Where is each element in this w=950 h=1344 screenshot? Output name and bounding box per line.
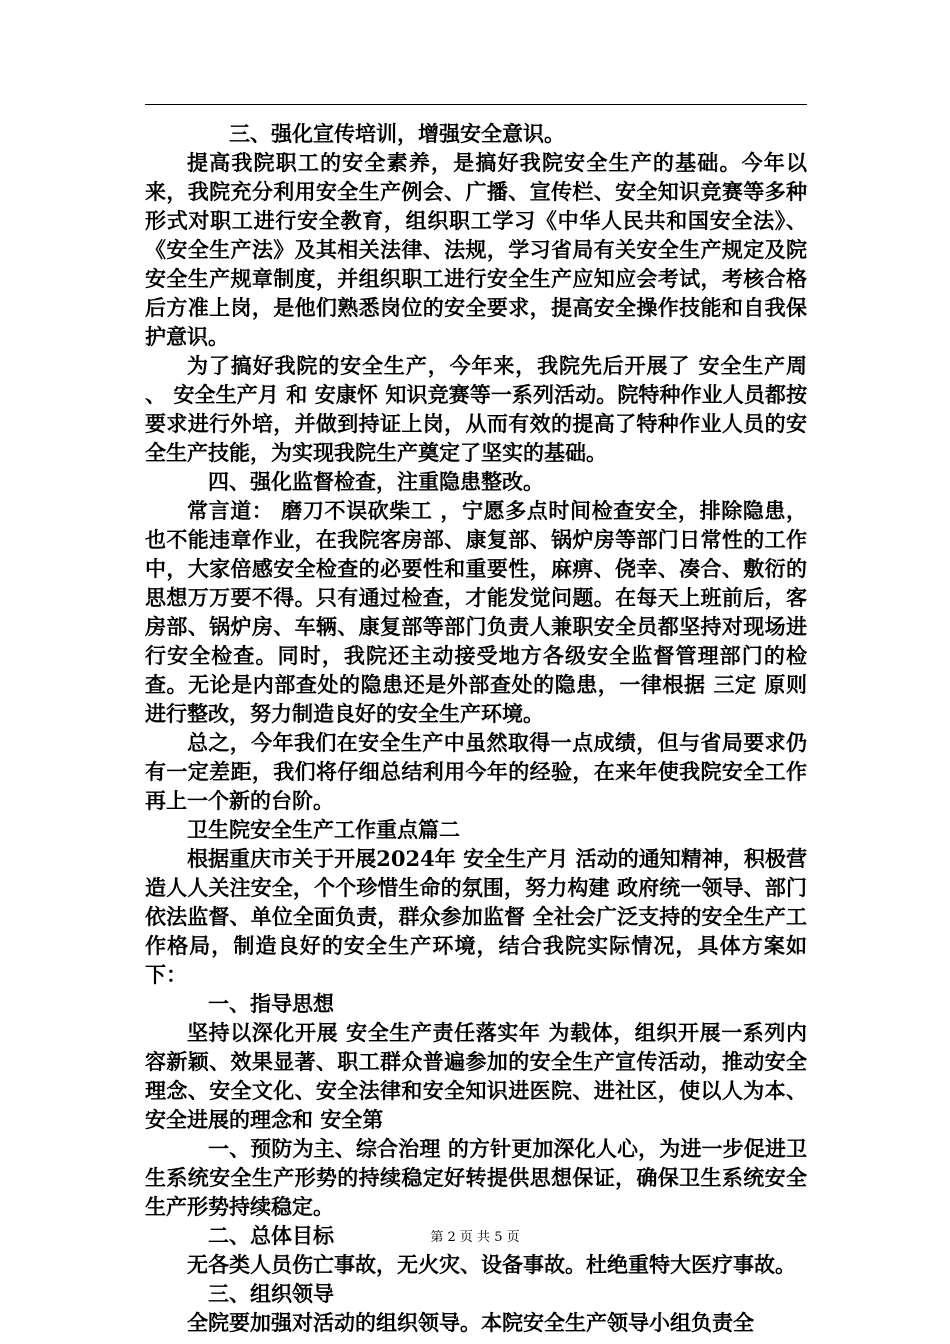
section-heading-guiding: 一、指导思想 — [208, 991, 334, 1016]
article-title: 卫生院安全生产工作重点篇二 — [187, 817, 460, 842]
paragraph: 提高我院职工的安全素养，是搞好我院安全生产的基础。今年以来，我院充分利用安全生产例会、广播、宣传栏、安全知识竞赛等多种形式对职工进行安全教育，组织职工学习《中华人民共和国安全法》、《安全生产法》及其相关法律、法规，学习省局有关安全生产规定及院安全生产规章制度，并组织职工进行安全生产应知应会考试，考核合格后方准上岗，是他们熟悉岗位的安全要求，提高安全操作技能和自我保护意识。 — [145, 150, 807, 349]
section-heading-goal: 二、总体目标 — [208, 1223, 334, 1248]
paragraph: 常言道： 磨刀不误砍柴工 ，宁愿多点时间检查安全，排除隐患，也不能违章作业，在我院客房部、康复部、锅炉房等部门日常性的工作中，大家倍感安全检查的必要性和重要性，麻痹、侥幸、凑合、敷衍的思想万万要不得。只有通过检查，才能发觉问题。在每天上班前后，客房部、锅炉房、车辆、康复部等部门负责人兼职安全员都坚持对现场进行安全检查。同时，我院还主动接受地方各级安全监督管理部门的检查。无论是内部查处的隐患还是外部查处的隐患，一律根据 三定 原则进行整改，努力制造良好的安全生产环境。 — [145, 498, 807, 726]
header-rule — [145, 104, 807, 105]
paragraph: 一、预防为主、综合治理 的方针更加深化人心，为进一步促进卫生系统安全生产形势的持续稳定好转提供思想保证，确保卫生系统安全生产形势持续稳定。 — [145, 1136, 807, 1219]
paragraph: 总之，今年我们在安全生产中虽然取得一点成绩，但与省局要求仍有一定差距，我们将仔细总结利用今年的经验，在来年使我院安全工作再上一个新的台阶。 — [145, 730, 807, 813]
page-number-footer: 第 2 页 共 5 页 — [430, 1230, 520, 1245]
paragraph: 为了搞好我院的安全生产，今年来，我院先后开展了 安全生产周 、 安全生产月 和 安康怀 知识竞赛等一系列活动。院特种作业人员都按要求进行外培，并做到持证上岗，从而有效的提高了特种作业人员的安全生产技能，为实现我院生产奠定了坚实的基础。 — [145, 353, 807, 465]
document-body — [145, 119, 807, 1337]
section-heading-3: 三、强化宣传培训，增强安全意识。 — [229, 121, 565, 146]
paragraph: 全院要加强对活动的组织领导。本院安全生产领导小组负责全 — [187, 1310, 754, 1335]
paragraph: 无各类人员伤亡事故，无火灾、设备事故。杜绝重特大医疗事故。 — [187, 1252, 796, 1277]
section-heading-4: 四、强化监督检查，注重隐患整改。 — [208, 469, 544, 494]
section-heading-organization: 三、组织领导 — [208, 1281, 334, 1306]
paragraph: 坚持以深化开展 安全生产责任落实年 为载体，组织开展一系列内容新颖、效果显著、职工群众普遍参加的安全生产宣传活动，推动安全理念、安全文化、安全法律和安全知识进医院、进社区，使以人为本、安全进展的理念和 安全第 — [145, 1020, 807, 1132]
paragraph: 根据重庆市关于开展2024年 安全生产月 活动的通知精神，积极营造人人关注安全，个个珍惜生命的氛围，努力构建 政府统一领导、部门依法监督、单位全面负责，群众参加监督 全社会广泛支持的安全生产工作格局，制造良好的安全生产环境，结合我院实际情况，具体方案如下： — [145, 846, 807, 987]
